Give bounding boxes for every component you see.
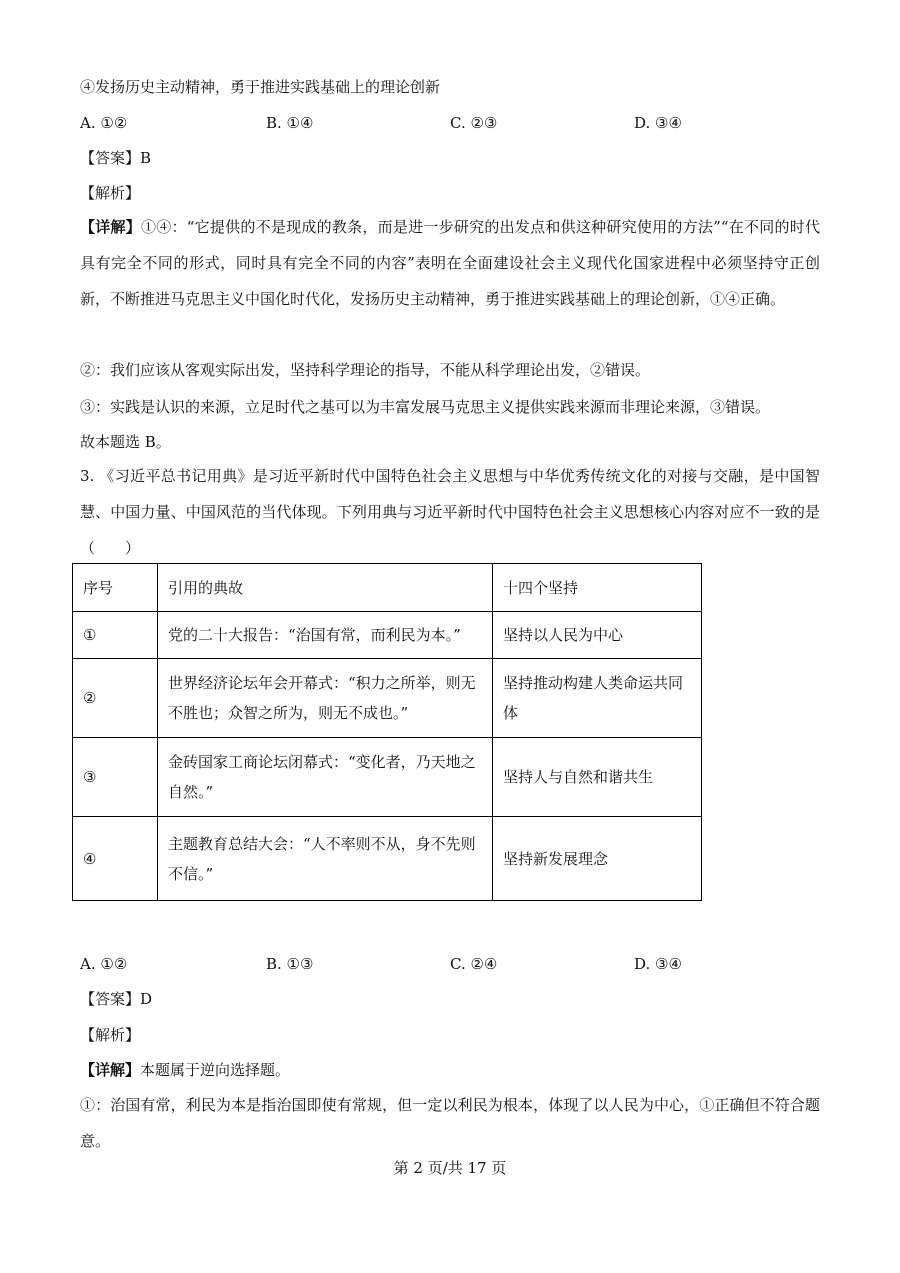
q2-option-b: B. ①④ (266, 114, 314, 132)
detail-tag: 【详解】 (80, 218, 141, 236)
answer-tag: 【答案】 (80, 990, 141, 1008)
table-cell: 坚持推动构建人类命运共同体 (493, 659, 702, 738)
q2-detail-4: 故本题选 B。 (80, 433, 171, 451)
q2-option-c: C. ②③ (450, 114, 498, 132)
q3-answer (80, 989, 152, 1009)
table-cell: ② (73, 659, 158, 738)
q3-option-d: D. ③④ (634, 955, 682, 973)
table-header-row (73, 564, 702, 612)
table-row (73, 738, 702, 817)
detail-tag: 【详解】 (80, 1061, 141, 1079)
table-row (73, 612, 702, 659)
table-cell: ④ (73, 817, 158, 901)
page-footer: 第 2 页/共 17 页 (393, 1159, 507, 1177)
option-item-4: ④发扬历史主动精神，勇于推进实践基础上的理论创新 (80, 78, 441, 96)
q2-option-a: A. ①② (80, 114, 128, 132)
q3-analysis-tag: 【解析】 (80, 1026, 141, 1044)
table-cell: ① (73, 612, 158, 659)
table-cell: 世界经济论坛年会开幕式：“积力之所举，则无不胜也；众智之所为，则无不成也。” (158, 659, 493, 738)
q2-answer (80, 148, 151, 168)
q3-option-c: C. ②④ (450, 955, 498, 973)
q2-detail-1 (80, 209, 820, 317)
header-cell: 十四个坚持 (493, 564, 702, 612)
q3-detail-intro (80, 1060, 290, 1080)
answer-tag: 【答案】 (80, 149, 141, 167)
table-cell: 主题教育总结大会：“人不率则不从，身不先则不信。” (158, 817, 493, 901)
detail-text: ①④：“它提供的不是现成的教条，而是进一步研究的出发点和供这种研究使用的方法”“在不同的时代具有完全不同的形式，同时具有完全不同的内容”表明在全面建设社会主义现代化国家进程中必须坚持守正创新，不断推进马克思主义中国化时代化，发扬历史主动精神，勇于推进实践基础上的理论创新，①④正确。 (80, 218, 820, 308)
q3-option-b: B. ①③ (266, 955, 314, 973)
q3-stem: 3. 《习近平总书记用典》是习近平新时代中国特色社会主义思想与中华优秀传统文化的对接与交融，是中国智慧、中国力量、中国风范的当代体现。下列用典与习近平新时代中国特色社会主义思想核心内容对应不一致的是（ ） (80, 467, 820, 557)
table-cell: 坚持人与自然和谐共生 (493, 738, 702, 817)
header-cell: 引用的典故 (158, 564, 493, 612)
q3-option-a: A. ①② (80, 955, 128, 973)
table-cell: 党的二十大报告：“治国有常，而利民为本。” (158, 612, 493, 659)
detail-text: 本题属于逆向选择题。 (140, 1061, 291, 1079)
table-cell: 坚持新发展理念 (493, 817, 702, 901)
q2-options (80, 113, 820, 133)
answer-value: B (140, 149, 152, 167)
q3-detail-item-1: ①：治国有常，利民为本是指治国即使有常规，但一定以利民为根本，体现了以人民为中心，①正确但不符合题意。 (80, 1096, 820, 1150)
q3-options (80, 954, 820, 974)
table-cell: 金砖国家工商论坛闭幕式：“变化者，乃天地之自然。” (158, 738, 493, 817)
table-cell: ③ (73, 738, 158, 817)
header-cell: 序号 (73, 564, 158, 612)
q3-table (72, 563, 702, 901)
q2-option-d: D. ③④ (634, 114, 682, 132)
q2-detail-2: ②：我们应该从客观实际出发，坚持科学理论的指导，不能从科学理论出发，②错误。 (80, 361, 651, 379)
q2-analysis-tag: 【解析】 (80, 184, 141, 202)
table-cell: 坚持以人民为中心 (493, 612, 702, 659)
table-row (73, 659, 702, 738)
answer-value: D (140, 990, 153, 1008)
table-row (73, 817, 702, 901)
q2-detail-3: ③：实践是认识的来源，立足时代之基可以为丰富发展马克思主义提供实践来源而非理论来源，③错误。 (80, 398, 771, 416)
